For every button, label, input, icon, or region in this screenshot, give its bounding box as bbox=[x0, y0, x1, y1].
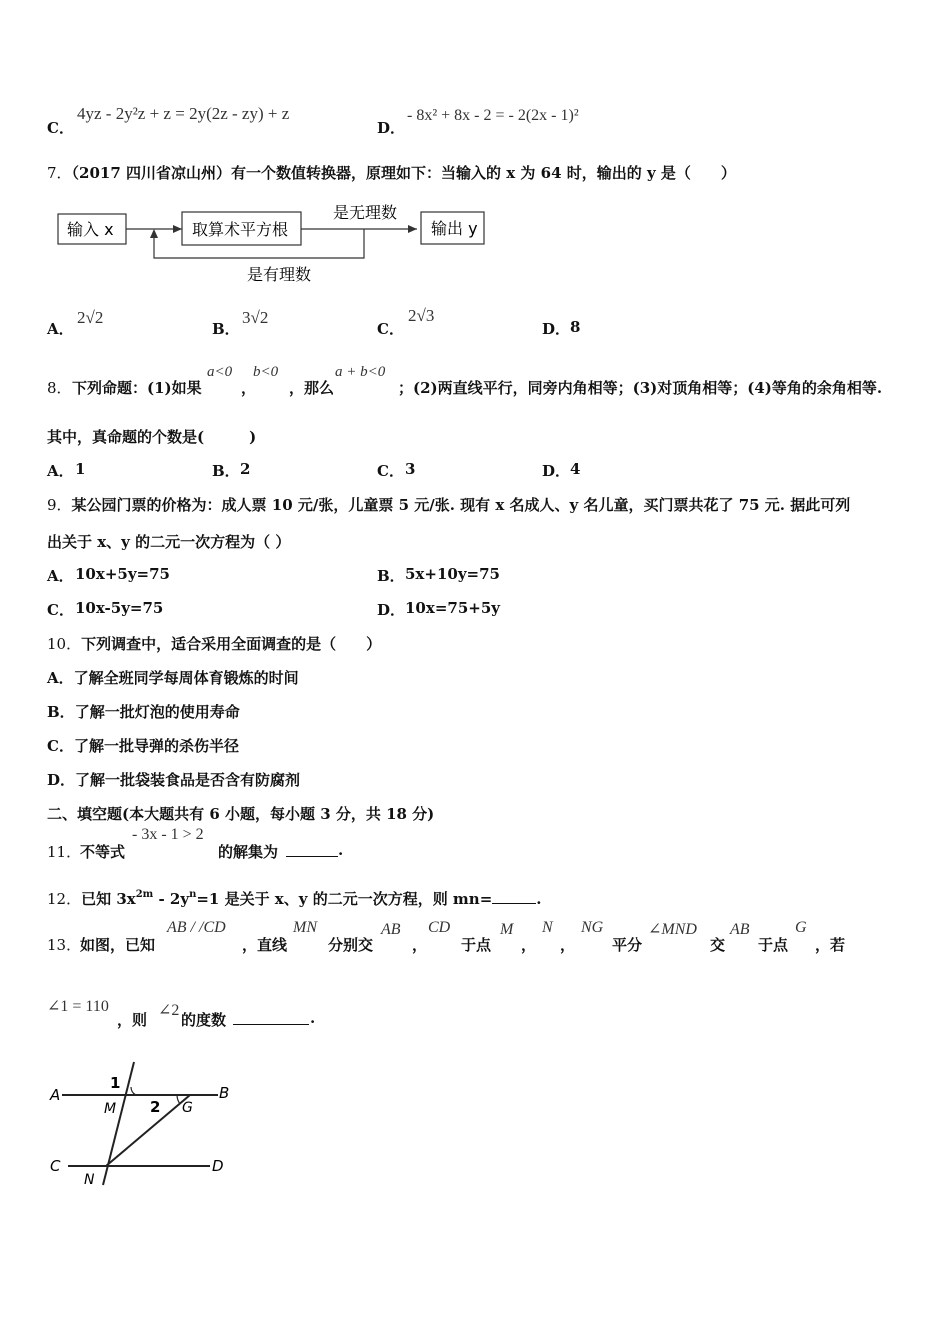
q9-text-1: 某公园门票的价格为：成人票 10 元/张，儿童票 5 元/张. 现有 x 名成人、y 名儿童，买门票共花了 75 元. 据此可列 bbox=[71, 496, 851, 514]
q12-stem bbox=[47, 888, 542, 909]
q7-option-b-value: 3√2 bbox=[242, 308, 269, 327]
q9-option-b-label: B． bbox=[377, 567, 405, 585]
q10-option-d-label: D． bbox=[47, 771, 76, 789]
q8-part2: ，那么 bbox=[289, 379, 335, 397]
q7-number: 7． bbox=[47, 164, 72, 182]
q13-math-angle2: ∠2 bbox=[158, 1002, 180, 1019]
q8-option-b-label: B． bbox=[212, 462, 240, 480]
q13-math-m: M bbox=[500, 921, 514, 938]
q7-text: （2017 四川省凉山州）有一个数值转换器，原理如下：当输入的 x 为 64 时，输出的 y 是（ ） bbox=[71, 164, 736, 182]
label-n: N bbox=[84, 1172, 95, 1188]
q10-option-d-value: 了解一批袋装食品是否含有防腐剂 bbox=[75, 771, 301, 789]
q10-option-c bbox=[47, 735, 239, 756]
q10-option-a-label: A． bbox=[47, 669, 74, 687]
flow-output-text: 输出 y bbox=[431, 219, 478, 238]
q12-end: . bbox=[536, 890, 542, 908]
q9-option-d-label: D． bbox=[377, 601, 406, 619]
q8-math-sum: a + b<0 bbox=[335, 364, 386, 380]
q8-part1: 下列命题：(1)如果 bbox=[72, 379, 202, 397]
q11-end: . bbox=[338, 841, 344, 859]
q10-option-b-label: B． bbox=[47, 703, 75, 721]
q8-math-a: a<0 bbox=[207, 364, 233, 380]
label-c: C bbox=[50, 1157, 61, 1175]
q13-math-angle-mnd: ∠MND bbox=[648, 921, 697, 938]
q12-sup-1: 2m bbox=[135, 889, 154, 900]
q10-option-c-value: 了解一批导弹的杀伤半径 bbox=[73, 737, 239, 755]
q13-math-angle1: ∠1 = 110 bbox=[47, 998, 109, 1015]
q11-text-2: 的解集为 bbox=[218, 843, 279, 861]
q13-math-ab-2: AB bbox=[730, 921, 750, 938]
label-m: M bbox=[104, 1101, 117, 1117]
q9-option-b-value: 5x+10y=75 bbox=[405, 565, 500, 583]
q10-stem bbox=[47, 633, 381, 654]
flow-arrowhead-3 bbox=[150, 229, 158, 238]
q13-text-5: 于点 bbox=[461, 936, 492, 954]
q13-end: . bbox=[310, 1009, 316, 1027]
q13-text-10: 于点 bbox=[758, 936, 789, 954]
q8-option-c-label: C． bbox=[377, 462, 404, 480]
label-angle-1: 1 bbox=[110, 1074, 121, 1092]
line-ng bbox=[106, 1095, 190, 1166]
q13-text-3: 分别交 bbox=[328, 936, 374, 954]
q7-option-d-label: D． bbox=[542, 320, 571, 338]
q7-option-a-label: A． bbox=[47, 320, 74, 338]
q9-line2: 出关于 x、y 的二元一次方程为（ ） bbox=[47, 533, 291, 551]
q9-option-a-label: A． bbox=[47, 567, 74, 585]
q13-answer-blank[interactable] bbox=[233, 1024, 309, 1025]
flow-arrowhead-1 bbox=[173, 225, 182, 233]
q13-math-ng: NG bbox=[581, 919, 604, 936]
q12-number: 12． bbox=[47, 890, 82, 908]
q6-option-c-expr: 4yz - 2y²z + z = 2y(2z - zy) + z bbox=[77, 104, 290, 123]
q7-option-c-label: C． bbox=[377, 320, 404, 338]
flow-input-text: 输入 x bbox=[67, 220, 114, 239]
q13-text-6: ， bbox=[521, 936, 537, 954]
label-d: D bbox=[212, 1157, 224, 1175]
q8-number: 8． bbox=[47, 379, 72, 397]
q12-text-1: 已知 3x bbox=[81, 890, 136, 908]
q10-text: 下列调查中，适合采用全面调查的是（ ） bbox=[81, 635, 382, 653]
flow-rational-label: 是有理数 bbox=[247, 265, 312, 284]
q8-math-b: b<0 bbox=[253, 364, 279, 380]
q9-option-d-value: 10x=75+5y bbox=[405, 599, 500, 617]
q10-option-a-value: 了解全班同学每周体育锻炼的时间 bbox=[73, 669, 299, 687]
q13-text-9: 交 bbox=[710, 936, 726, 954]
q11-answer-blank[interactable] bbox=[286, 856, 338, 857]
q10-option-b-value: 了解一批灯泡的使用寿命 bbox=[74, 703, 240, 721]
q11-text-1: 不等式 bbox=[80, 843, 126, 861]
q13-figure bbox=[40, 1060, 250, 1200]
q13-text-11: ，若 bbox=[815, 936, 846, 954]
label-angle-2: 2 bbox=[150, 1098, 161, 1116]
q8-comma: ， bbox=[241, 379, 257, 397]
q8-option-a-value: 1 bbox=[75, 460, 86, 478]
label-g: G bbox=[182, 1100, 193, 1116]
q8-line2: 其中，真命题的个数是( ) bbox=[47, 428, 257, 446]
q10-option-a bbox=[47, 667, 299, 688]
q6-option-d-expr: - 8x² + 8x - 2 = - 2(2x - 1)² bbox=[407, 107, 579, 124]
q9-number: 9． bbox=[47, 496, 72, 514]
q10-number: 10． bbox=[47, 635, 82, 653]
q13-text-13: 的度数 bbox=[181, 1011, 227, 1029]
q13-text-4: ， bbox=[412, 936, 428, 954]
q13-math-mn: MN bbox=[293, 919, 317, 936]
flow-irrational-label: 是无理数 bbox=[333, 203, 398, 222]
q7-option-b-label: B． bbox=[212, 320, 240, 338]
q13-text-2: ，直线 bbox=[242, 936, 288, 954]
q8-option-a-label: A． bbox=[47, 462, 74, 480]
q13-text-12: ，则 bbox=[117, 1011, 148, 1029]
q12-text-2: - 2y bbox=[153, 890, 190, 908]
q10-option-c-label: C． bbox=[47, 737, 74, 755]
q13-text-8: 平分 bbox=[612, 936, 643, 954]
q11-number: 11． bbox=[47, 843, 82, 861]
q7-flowchart bbox=[55, 198, 495, 288]
q12-text-3: =1 是关于 x、y 的二元一次方程，则 mn= bbox=[196, 890, 493, 908]
section-2-heading: 二、填空题(本大题共有 6 小题，每小题 3 分，共 18 分) bbox=[47, 805, 435, 823]
q9-line1 bbox=[47, 494, 850, 515]
q13-math-g: G bbox=[795, 919, 807, 936]
q7-option-c-value: 2√3 bbox=[408, 306, 435, 325]
angle-2-arc bbox=[177, 1095, 180, 1104]
q8-option-d-label: D． bbox=[542, 462, 571, 480]
q9-option-a-value: 10x+5y=75 bbox=[75, 565, 170, 583]
angle-1-arc bbox=[131, 1087, 136, 1095]
label-a: A bbox=[50, 1086, 61, 1104]
q13-math-ab-cd: AB / /CD bbox=[167, 919, 226, 936]
q9-option-c-label: C． bbox=[47, 601, 74, 619]
flow-process-text: 取算术平方根 bbox=[192, 220, 289, 239]
flow-arrowhead-2 bbox=[408, 225, 417, 233]
q6-option-d-label: D． bbox=[377, 119, 406, 137]
q12-sup-2: n bbox=[189, 889, 197, 900]
q7-stem bbox=[47, 162, 736, 183]
q13-math-n: N bbox=[542, 919, 553, 936]
q6-option-c-label: C． bbox=[47, 119, 74, 137]
q9-option-c-value: 10x-5y=75 bbox=[75, 599, 164, 617]
q7-option-d-value: 8 bbox=[570, 318, 581, 336]
q13-text-7: ， bbox=[560, 936, 576, 954]
q8-option-d-value: 4 bbox=[570, 460, 581, 478]
q11-expr: - 3x - 1 > 2 bbox=[132, 826, 204, 843]
q13-math-ab-1: AB bbox=[381, 921, 401, 938]
q10-option-b bbox=[47, 701, 240, 722]
q13-number: 13． bbox=[47, 936, 82, 954]
q8-option-c-value: 3 bbox=[405, 460, 416, 478]
q8-option-b-value: 2 bbox=[240, 460, 251, 478]
q13-math-cd: CD bbox=[428, 919, 451, 936]
q13-text-1: 如图，已知 bbox=[80, 936, 156, 954]
label-b: B bbox=[219, 1084, 230, 1102]
q12-answer-blank[interactable] bbox=[492, 903, 536, 904]
q7-option-a-value: 2√2 bbox=[77, 308, 104, 327]
q10-option-d bbox=[47, 769, 300, 790]
q8-part3: ；(2)两直线平行，同旁内角相等；(3)对顶角相等；(4)等角的余角相等. bbox=[398, 379, 883, 397]
